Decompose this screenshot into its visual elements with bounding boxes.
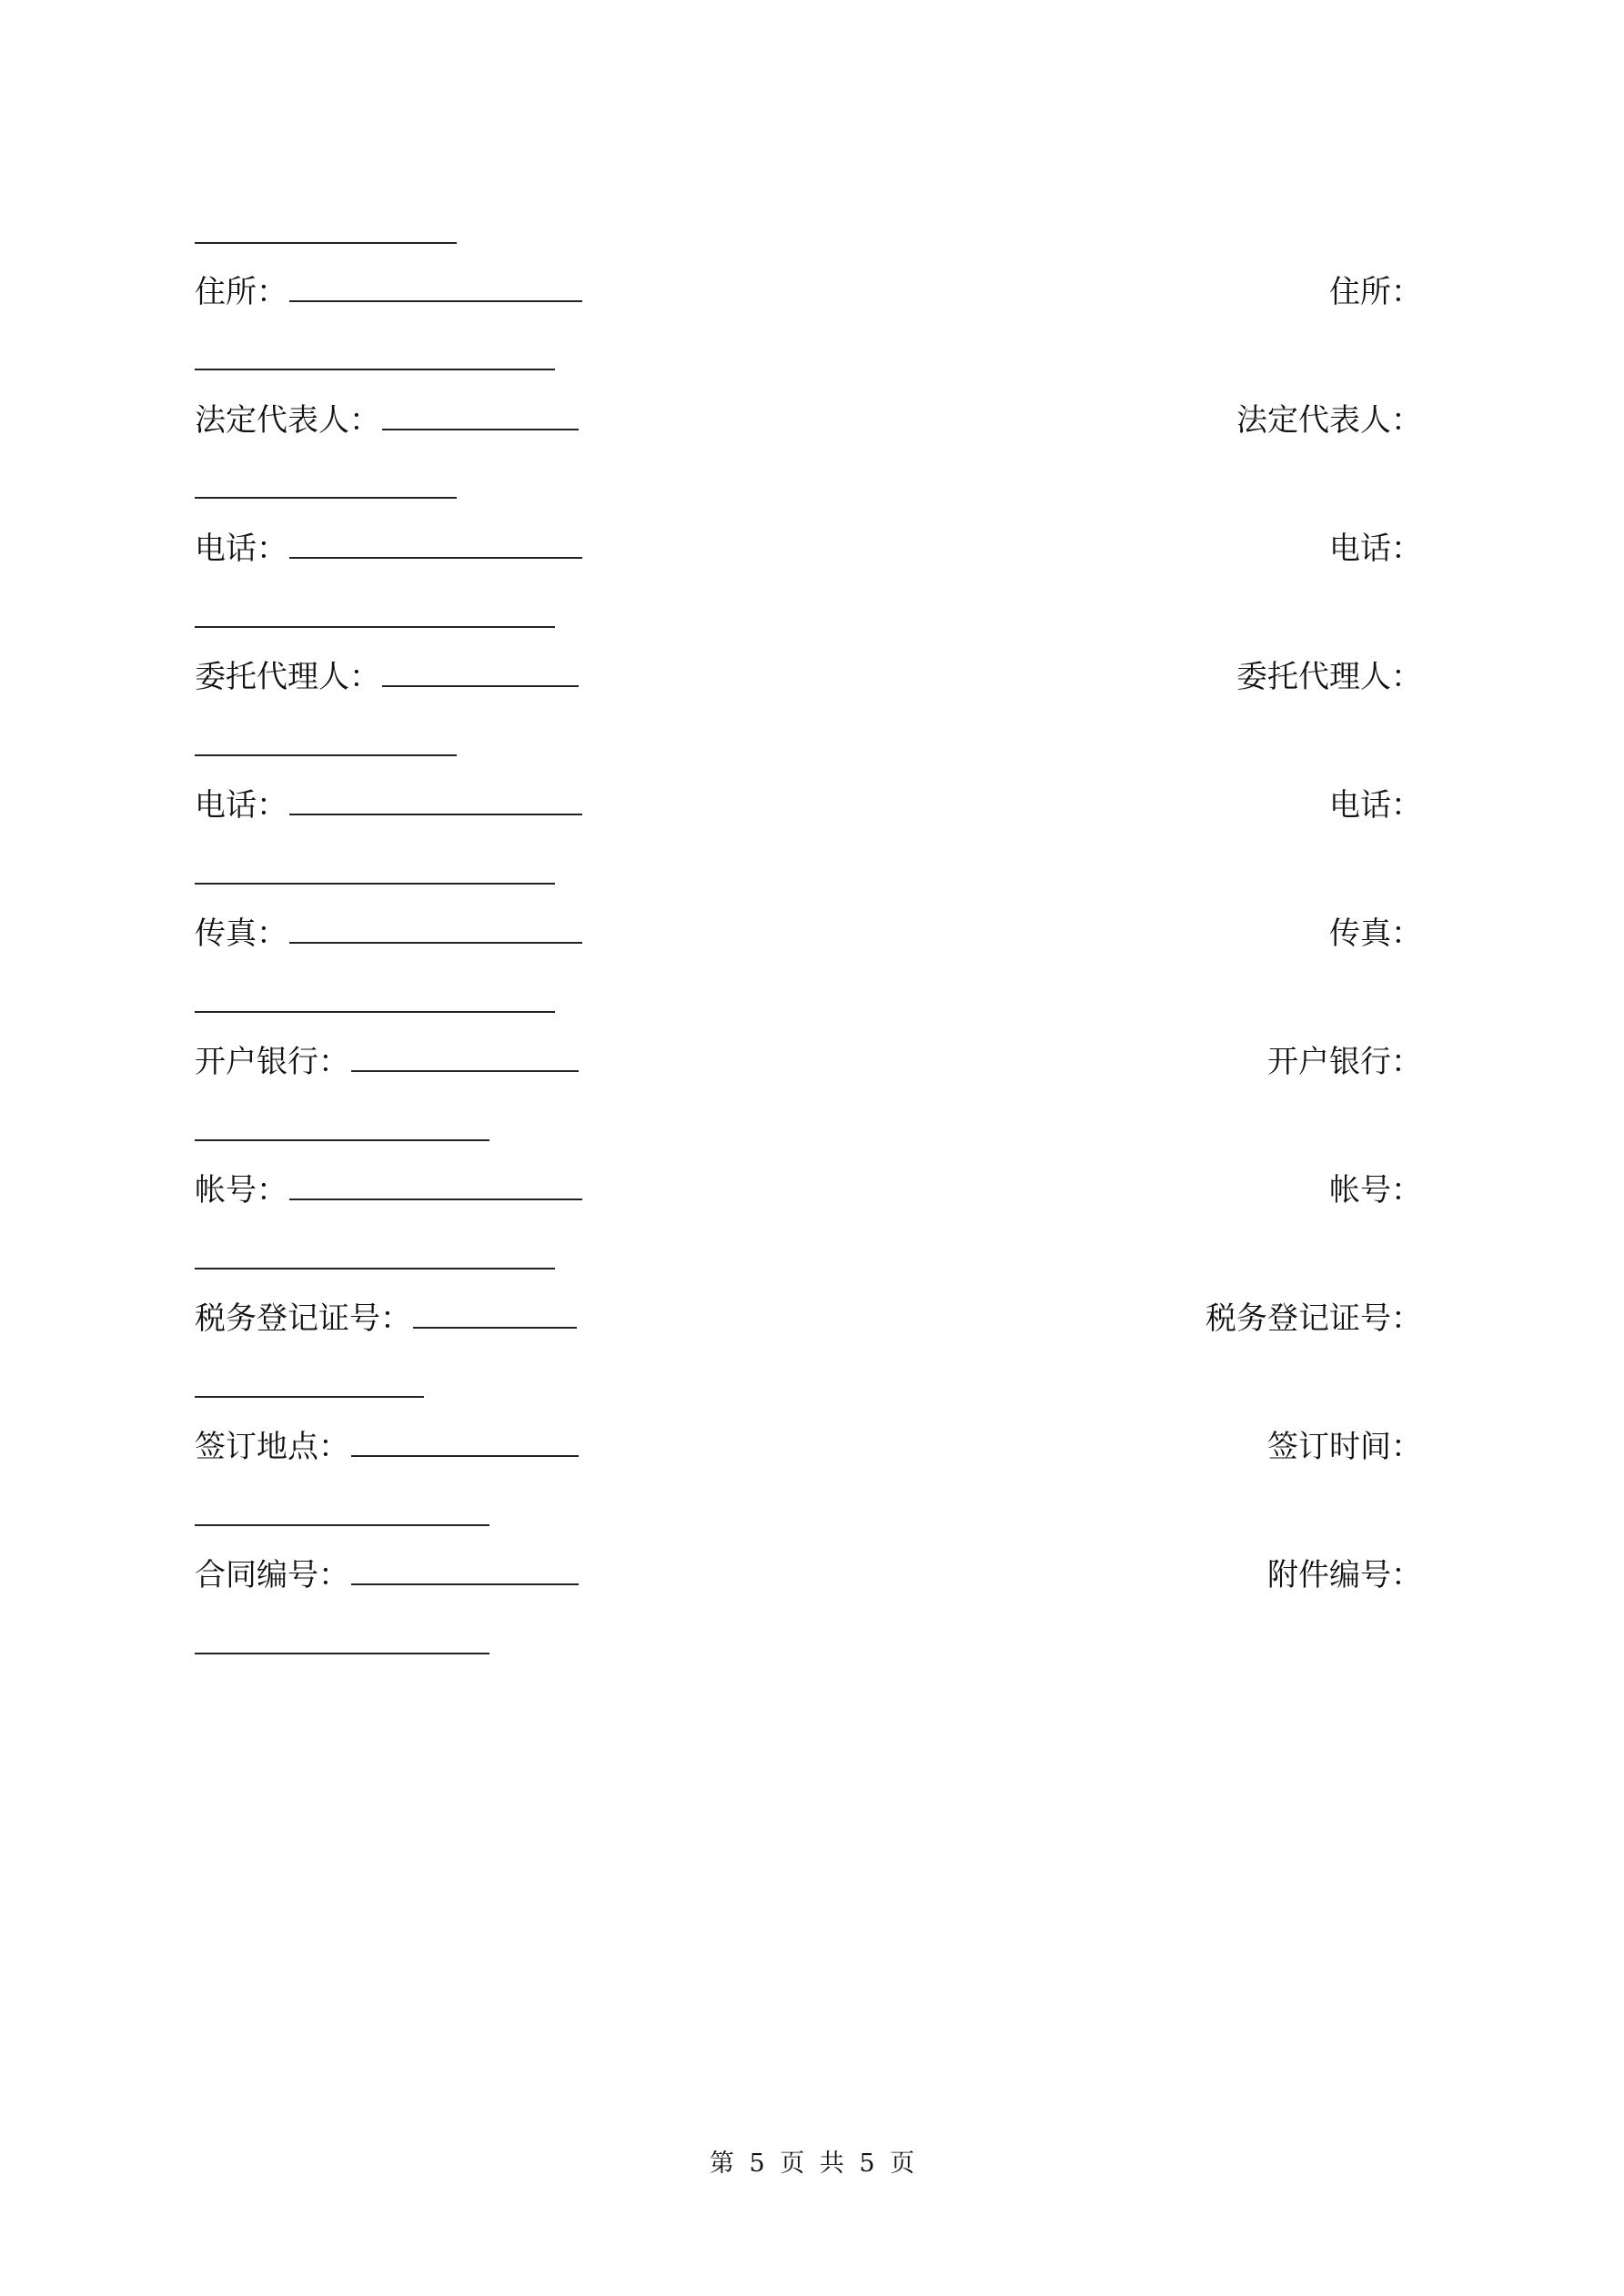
fill-in-blank bbox=[382, 400, 579, 430]
fill-in-blank bbox=[351, 1426, 579, 1457]
left-label: 委托代理人： bbox=[195, 659, 380, 695]
left-field bbox=[195, 1424, 579, 1470]
left-field bbox=[195, 398, 579, 443]
fill-in-blank bbox=[413, 1298, 577, 1329]
left-field bbox=[195, 1039, 579, 1085]
right-label: 开户银行： bbox=[1267, 1044, 1422, 1080]
right-label: 帐号： bbox=[1329, 1172, 1422, 1209]
page-number-footer: 第 5 页 共 5 页 bbox=[709, 2149, 915, 2178]
right-label: 传真： bbox=[1329, 915, 1422, 952]
blank-line bbox=[195, 1268, 555, 1269]
left-field bbox=[195, 269, 582, 315]
left-label: 帐号： bbox=[195, 1172, 287, 1209]
left-field bbox=[195, 526, 582, 571]
field-row-agent bbox=[195, 654, 1422, 700]
field-row-phone bbox=[195, 526, 1422, 571]
right-label: 税务登记证号： bbox=[1205, 1300, 1422, 1337]
left-field bbox=[195, 783, 582, 828]
right-label: 法定代表人： bbox=[1236, 402, 1422, 439]
blank-line bbox=[195, 883, 555, 885]
left-label: 电话： bbox=[195, 531, 287, 567]
left-field bbox=[195, 1168, 582, 1213]
fill-in-blank bbox=[289, 271, 582, 302]
blank-line bbox=[195, 369, 555, 370]
blank-line bbox=[195, 1653, 489, 1654]
fill-in-blank bbox=[351, 1041, 579, 1072]
left-label: 开户银行： bbox=[195, 1044, 349, 1080]
field-row-address bbox=[195, 269, 1422, 315]
left-label: 合同编号： bbox=[195, 1557, 349, 1593]
blank-line bbox=[195, 626, 555, 628]
left-field bbox=[195, 1553, 579, 1598]
left-field bbox=[195, 1296, 577, 1341]
blank-line bbox=[195, 754, 457, 756]
fill-in-blank bbox=[351, 1554, 579, 1585]
blank-line bbox=[195, 1396, 424, 1398]
field-row-phone-2 bbox=[195, 783, 1422, 828]
field-row-tax-id bbox=[195, 1296, 1422, 1341]
right-label: 电话： bbox=[1329, 531, 1422, 567]
left-field bbox=[195, 911, 582, 956]
field-row-fax bbox=[195, 911, 1422, 956]
left-label: 税务登记证号： bbox=[195, 1300, 411, 1337]
field-row-legal-rep bbox=[195, 398, 1422, 443]
blank-line bbox=[195, 1139, 489, 1141]
blank-line bbox=[195, 242, 457, 244]
fill-in-blank bbox=[289, 913, 582, 944]
right-label: 委托代理人： bbox=[1236, 659, 1422, 695]
left-label: 住所： bbox=[195, 274, 287, 310]
blank-line bbox=[195, 1011, 555, 1013]
field-row-bank bbox=[195, 1039, 1422, 1085]
blank-line bbox=[195, 497, 457, 499]
fill-in-blank bbox=[289, 528, 582, 559]
right-label: 附件编号： bbox=[1267, 1557, 1422, 1593]
right-label: 住所： bbox=[1329, 274, 1422, 310]
blank-line bbox=[195, 1524, 489, 1526]
left-field bbox=[195, 654, 579, 700]
field-row-signing bbox=[195, 1424, 1422, 1470]
fill-in-blank bbox=[289, 784, 582, 815]
right-label: 签订时间： bbox=[1267, 1429, 1422, 1465]
left-label: 法定代表人： bbox=[195, 402, 380, 439]
fill-in-blank bbox=[289, 1169, 582, 1200]
fill-in-blank bbox=[382, 656, 579, 687]
left-label: 签订地点： bbox=[195, 1429, 349, 1465]
right-label: 电话： bbox=[1329, 787, 1422, 824]
left-label: 电话： bbox=[195, 787, 287, 824]
field-row-contract-no bbox=[195, 1553, 1422, 1598]
left-label: 传真： bbox=[195, 915, 287, 952]
field-row-account bbox=[195, 1168, 1422, 1213]
